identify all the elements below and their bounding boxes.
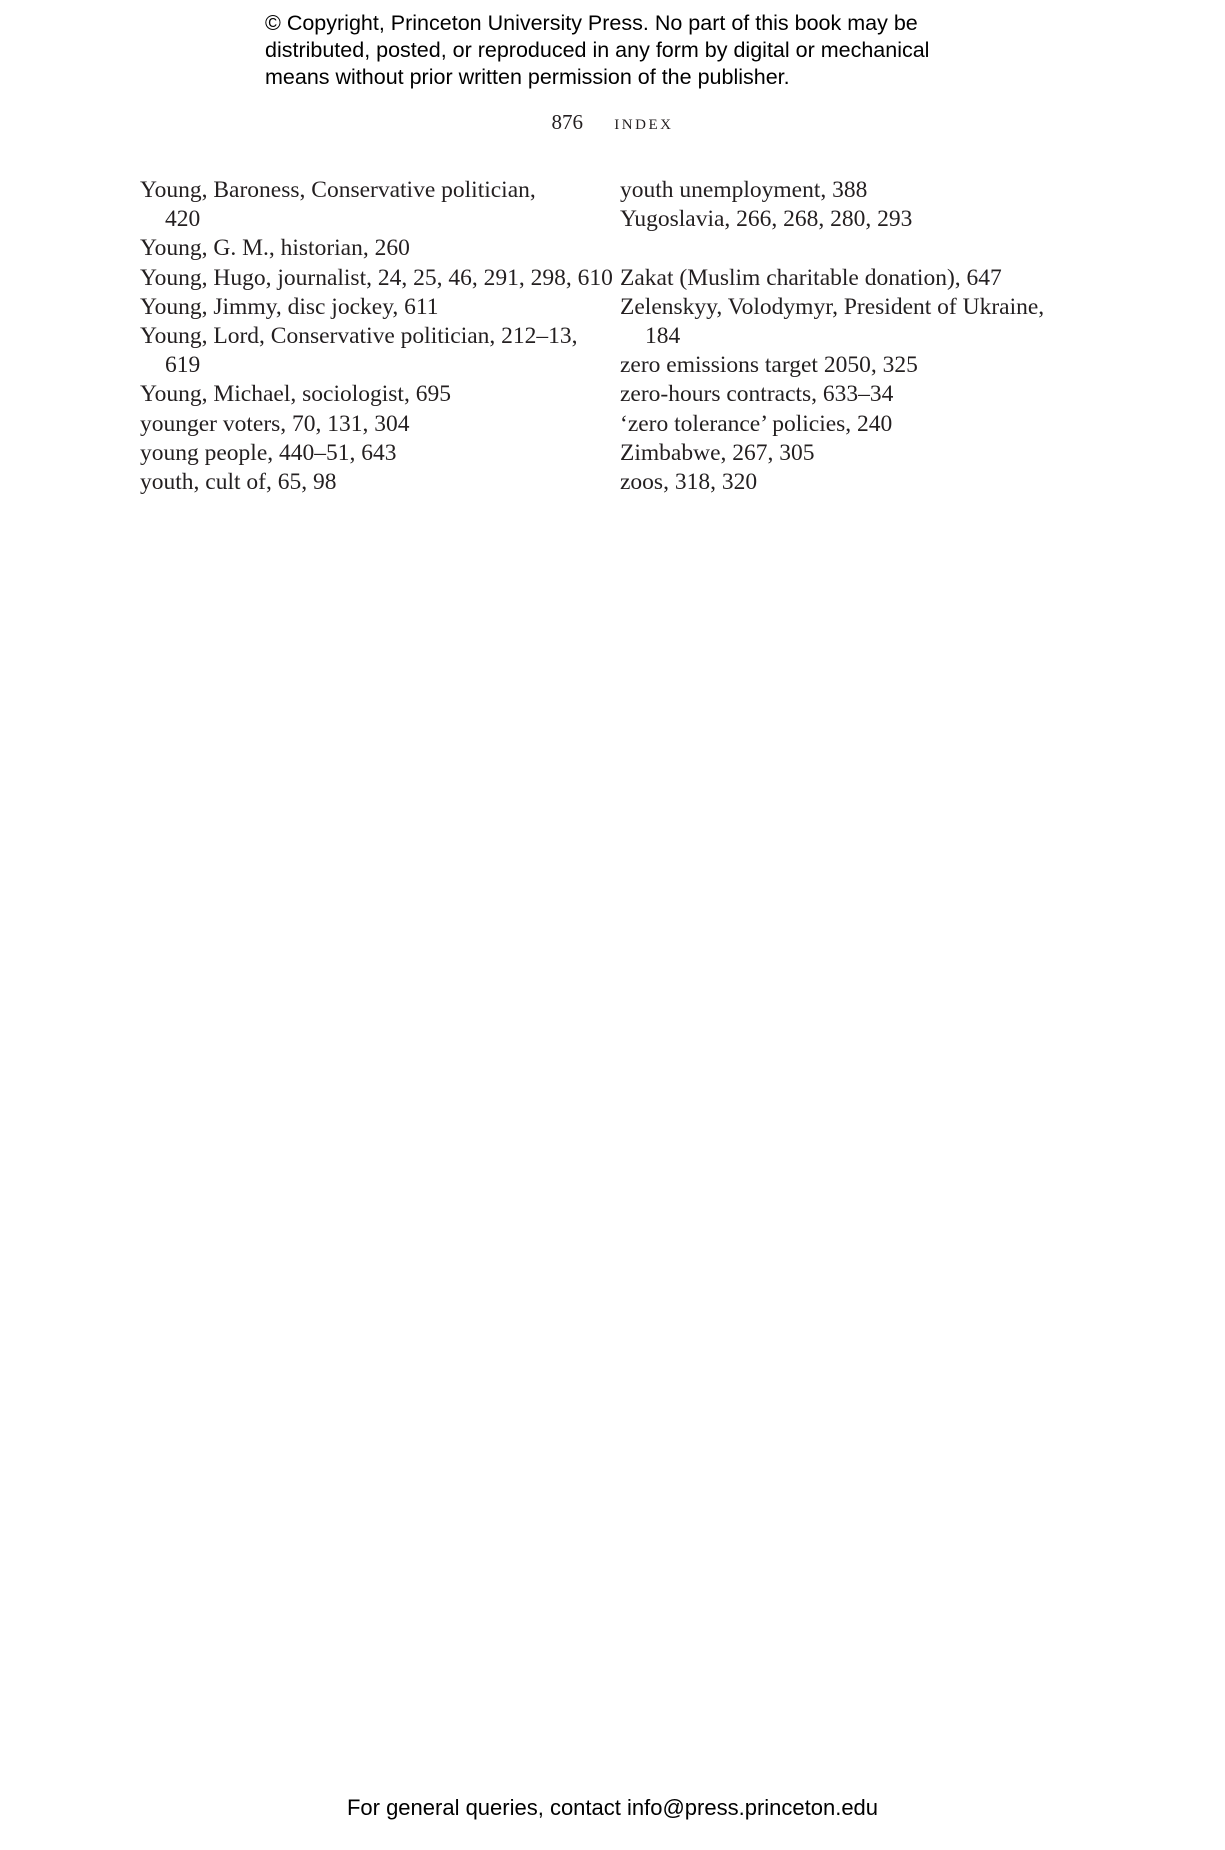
- index-entry-text: Young, Baroness, Conservative politician,: [140, 177, 536, 203]
- index-entry-continuation: 619: [165, 352, 201, 379]
- copyright-line: distributed, posted, or reproduced in any form by digital or mechanical: [265, 38, 930, 62]
- index-entry-text: Zakat (Muslim charitable donation), 647: [620, 264, 1002, 291]
- index-entry-continuation: 420: [165, 206, 201, 233]
- index-entry-text: Young, Lord, Conservative politician, 212–13,: [140, 323, 578, 350]
- index-column-right: [620, 176, 1090, 497]
- index-entry-text: zero emissions target 2050, 325: [620, 352, 918, 379]
- index-entry-text: younger voters, 70, 131, 304: [140, 410, 410, 437]
- copyright-line: means without prior written permission of the publisher.: [265, 65, 790, 89]
- index-entry: [620, 264, 1090, 293]
- letter-group-separator: [620, 234, 1090, 263]
- index-entry: [620, 468, 1090, 497]
- index-column-left: [140, 176, 613, 497]
- index-entry-text: Young, G. M., historian, 260: [140, 235, 410, 262]
- index-entry: [620, 439, 1090, 468]
- index-entry-text: Zimbabwe, 267, 305: [620, 439, 815, 466]
- index-entry: [140, 439, 590, 468]
- index-entry: [620, 380, 1090, 409]
- copyright-notice: [265, 10, 1005, 91]
- index-entry-text: Young, Michael, sociologist, 695: [140, 381, 451, 408]
- index-entry: [140, 410, 590, 439]
- index-entry-text: youth, cult of, 65, 98: [140, 469, 337, 496]
- copyright-line: © Copyright, Princeton University Press. No part of this book may be: [265, 11, 918, 35]
- index-entry: [620, 176, 1090, 205]
- index-entry: [140, 468, 590, 497]
- index-entry-text: young people, 440–51, 643: [140, 439, 397, 466]
- index-entry-text: Zelenskyy, Volodymyr, President of Ukraine,: [620, 293, 1045, 320]
- index-entry-text: youth unemployment, 388: [620, 177, 868, 203]
- index-entry: [140, 293, 590, 322]
- index-entry: [620, 351, 1090, 380]
- index-entry: [140, 322, 590, 380]
- index-entry-text: zero-hours contracts, 633–34: [620, 381, 894, 408]
- index-entry-text: ‘zero tolerance’ policies, 240: [620, 410, 893, 437]
- index-entry: [620, 205, 1090, 234]
- index-entry: [140, 176, 590, 234]
- index-entry: [620, 293, 1090, 351]
- index-entry-text: Young, Hugo, journalist, 24, 25, 46, 291, 298, 610: [140, 264, 613, 291]
- index-entry-text: Young, Jimmy, disc jockey, 611: [140, 293, 439, 320]
- index-entry: [140, 264, 613, 293]
- index-entry: [140, 380, 590, 409]
- index-entry-continuation: 184: [645, 323, 681, 349]
- page-number: 876: [551, 110, 584, 134]
- section-title: index: [614, 110, 674, 134]
- index-entry-text: zoos, 318, 320: [620, 469, 758, 496]
- footer-contact: For general queries, contact info@press.princeton.edu: [346, 1795, 879, 1820]
- running-head: [0, 110, 1225, 135]
- index-entry: [620, 410, 1090, 439]
- index-entry-text: Yugoslavia, 266, 268, 280, 293: [620, 206, 913, 233]
- index-entry: [140, 234, 590, 263]
